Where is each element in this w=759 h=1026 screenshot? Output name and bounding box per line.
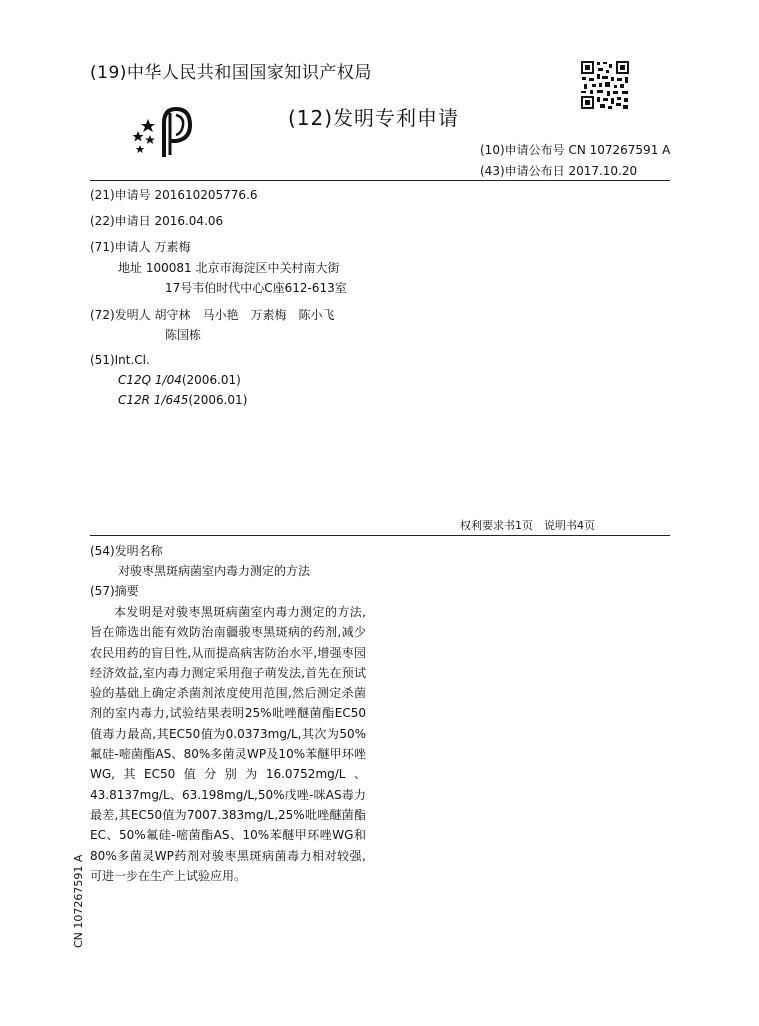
application-date: (22)申请日 2016.04.06 [90, 214, 224, 228]
divider [90, 180, 670, 181]
divider [90, 535, 670, 536]
publication-number: (10)申请公布号 CN 107267591 A [480, 143, 671, 157]
document-type: (12)发明专利申请 [288, 106, 460, 130]
qr-code-icon [580, 60, 630, 110]
abstract-text: 本发明是对骏枣黑斑病菌室内毒力测定的方法,旨在筛选出能有效防治南疆骏枣黑斑病的药剂,减少农民用药的盲目性,从而提高病害防治水平,增强枣园经济效益,室内毒力测定采用孢子萌发法,首先在预试验的基础上确定杀菌剂浓度使用范围,然后测定杀菌剂的室内毒力,试验结果表明25%吡唑醚菌酯EC50值毒力最高,其EC50值为0.0373mg/L,其次为50%氟硅-嘧菌酯AS、80%多菌灵WP及10%苯醚甲环唑WG,其EC50值分别为16.0752mg/L、43.8137mg/L、63.198mg/L,50%戊唑-咪AS毒力最差,其EC50值为7007.383mg/L,25%吡唑醚菌酯EC、50%氟硅-嘧菌酯AS、10%苯醚甲环唑WG和80%多菌灵WP药剂对骏枣黑斑病菌毒力相对较强,可进一步在生产上试验应用。 [90, 605, 366, 883]
office-name: (19)中华人民共和国国家知识产权局 [90, 63, 372, 83]
int-cl-label: (51)Int.Cl. [90, 353, 150, 367]
pages-info: 权利要求书1页 说明书4页 [460, 519, 595, 532]
side-publication-number: CN 107267591 A [72, 854, 85, 948]
classification-2-version: (2006.01) [188, 393, 248, 407]
classification-2 [118, 393, 247, 407]
applicant: (71)申请人 万素梅 [90, 240, 191, 254]
title-label: (54)发明名称 [90, 544, 163, 558]
address-line-1: 地址 100081 北京市海淀区中关村南大街 [118, 261, 340, 275]
cnipa-logo-icon [126, 105, 196, 160]
invention-title: 对骏枣黑斑病菌室内毒力测定的方法 [118, 564, 311, 578]
inventors-line-1: (72)发明人 胡守林 马小艳 万素梅 陈小飞 [90, 308, 335, 322]
publication-date: (43)申请公布日 2017.10.20 [480, 164, 638, 178]
application-number: (21)申请号 201610205776.6 [90, 188, 258, 202]
classification-2-code: C12R 1/645 [118, 393, 189, 407]
classification-1 [118, 373, 241, 387]
address-line-2: 17号韦伯时代中心C座612-613室 [165, 281, 347, 295]
inventors-line-2: 陈国栋 [165, 328, 202, 342]
classification-1-version: (2006.01) [181, 373, 241, 387]
abstract-label: (57)摘要 [90, 584, 139, 598]
classification-1-code: C12Q 1/04 [118, 373, 182, 387]
